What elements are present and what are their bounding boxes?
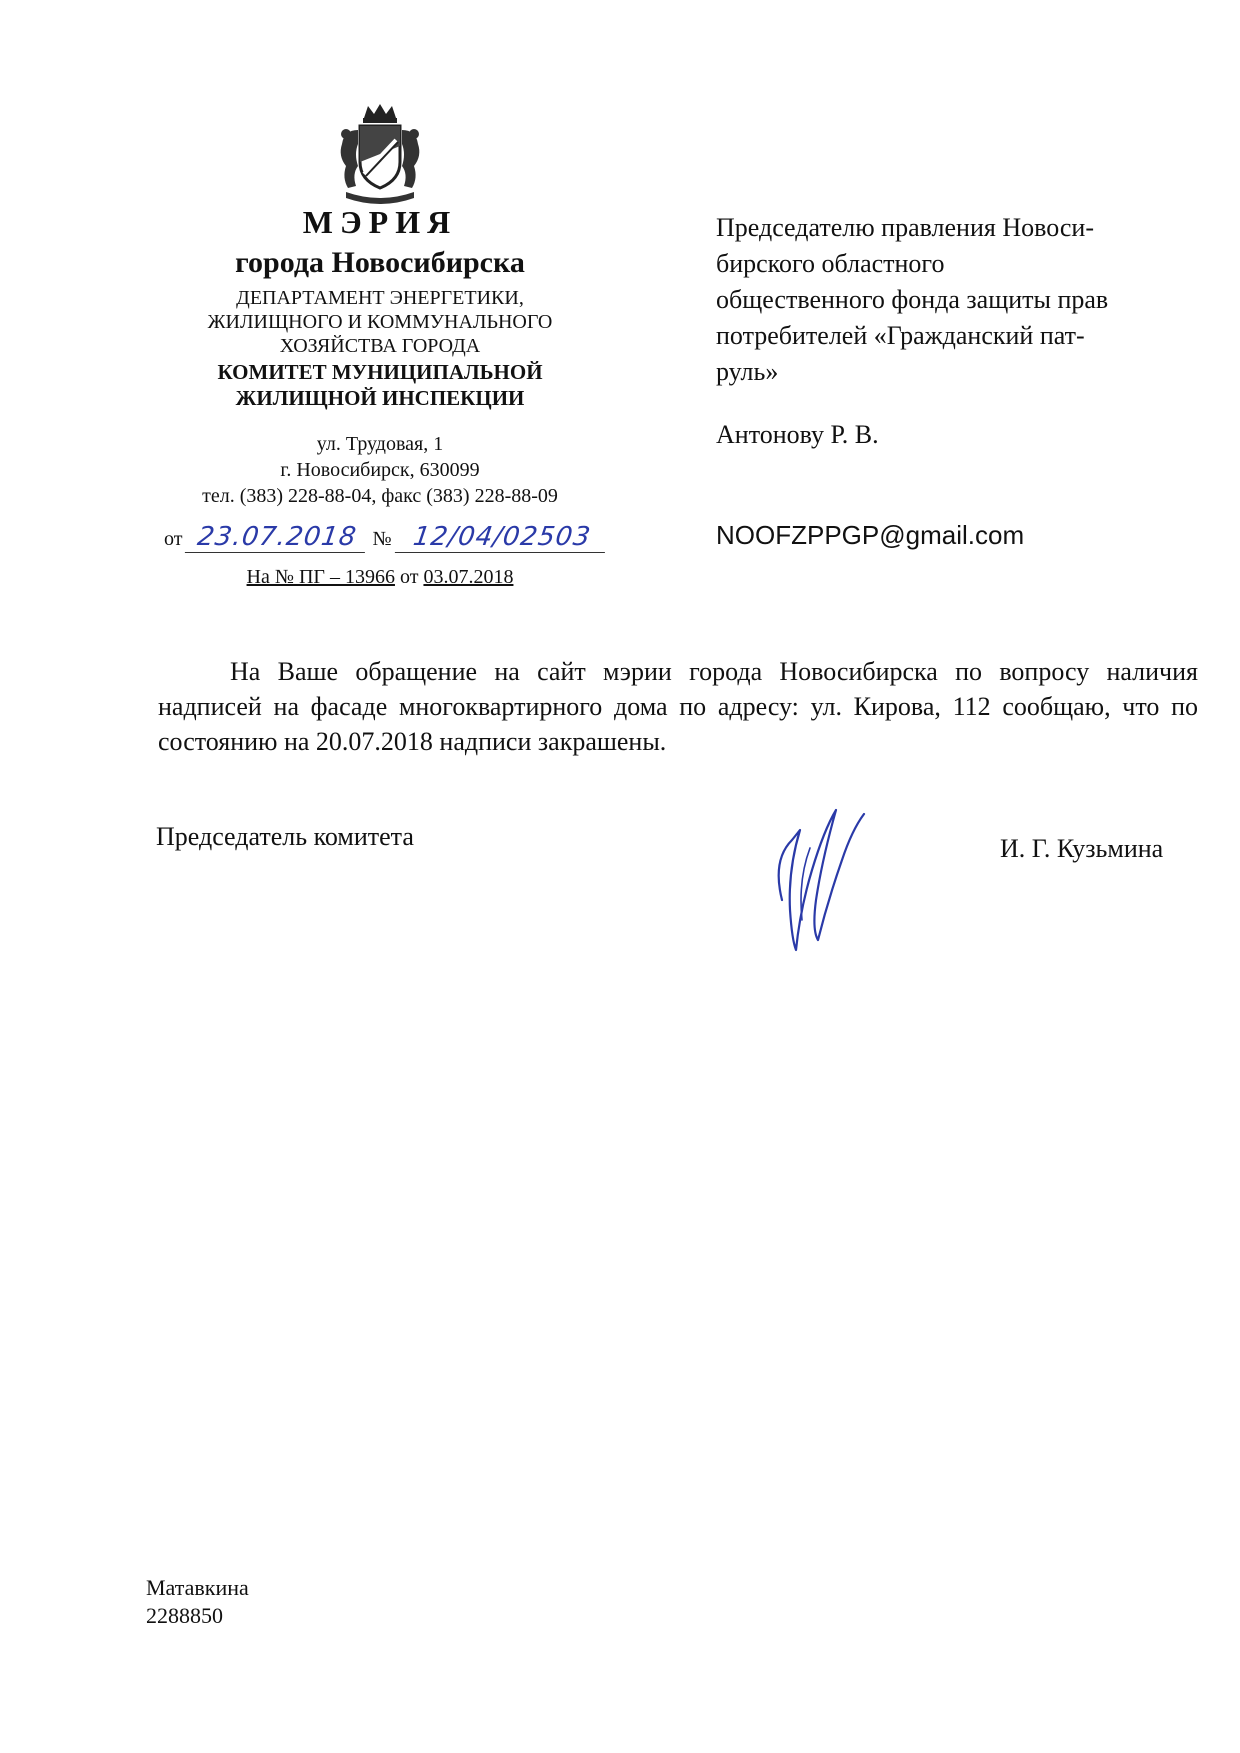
reference-number: На № ПГ – 13966 [246, 566, 395, 588]
recipient-line: Председателю правления Новоси- [716, 213, 1094, 242]
outgoing-from-label: от [164, 528, 183, 550]
recipient-line: бирского областного [716, 249, 945, 278]
executor-block [146, 1574, 249, 1630]
recipient-line: общественного фонда защиты прав [716, 285, 1109, 314]
address-line: г. Новосибирск, 630099 [280, 459, 480, 481]
recipient-email: NOOFZPPGP@gmail.com [716, 520, 1025, 550]
recipient-line: потребителей «Гражданский пат- [716, 321, 1085, 350]
outgoing-date: 23.07.2018 [185, 522, 369, 553]
executor-phone: 2288850 [146, 1603, 223, 1628]
department-line: ХОЗЯЙСТВА ГОРОДА [279, 335, 481, 357]
recipient-name: Антонову Р. В. [716, 420, 879, 449]
letter-body: На Ваше обращение на сайт мэрии города Новосибирска по вопросу наличия надписей на фасаде многоквартирного дома по адресу: ул. Кирова, 112 сообщаю, что по состоянию на 20.07.2018 надписи закрашены. [158, 657, 1198, 756]
reference-from-label: от [399, 566, 419, 588]
committee-line: ЖИЛИЩНОЙ ИНСПЕКЦИИ [235, 386, 525, 410]
signatory-name: И. Г. Кузьмина [1000, 834, 1164, 863]
outgoing-number-label: № [372, 528, 392, 550]
handwritten-signature-icon [752, 800, 872, 960]
novosibirsk-coat-of-arms-icon [330, 100, 430, 212]
department-line: ЖИЛИЩНОГО И КОММУНАЛЬНОГО [207, 311, 553, 333]
committee-line: КОМИТЕТ МУНИЦИПАЛЬНОЙ [217, 360, 543, 384]
reference-line [140, 566, 620, 589]
letterhead-title: МЭРИЯ [302, 204, 458, 240]
reference-date: 03.07.2018 [423, 566, 514, 588]
department-line: ДЕПАРТАМЕНТ ЭНЕРГЕТИКИ, [236, 287, 524, 309]
executor-name: Матавкина [146, 1575, 249, 1600]
recipient-line: руль» [716, 357, 779, 386]
letterhead-city: города Новосибирска [235, 246, 525, 279]
address-line: тел. (383) 228-88-04, факс (383) 228-88-09 [202, 485, 558, 507]
address-line: ул. Трудовая, 1 [316, 433, 444, 455]
signatory-position: Председатель комитета [156, 822, 414, 851]
outgoing-number-line [164, 522, 644, 553]
outgoing-number: 12/04/02503 [394, 522, 608, 553]
recipient-block [716, 210, 1196, 390]
